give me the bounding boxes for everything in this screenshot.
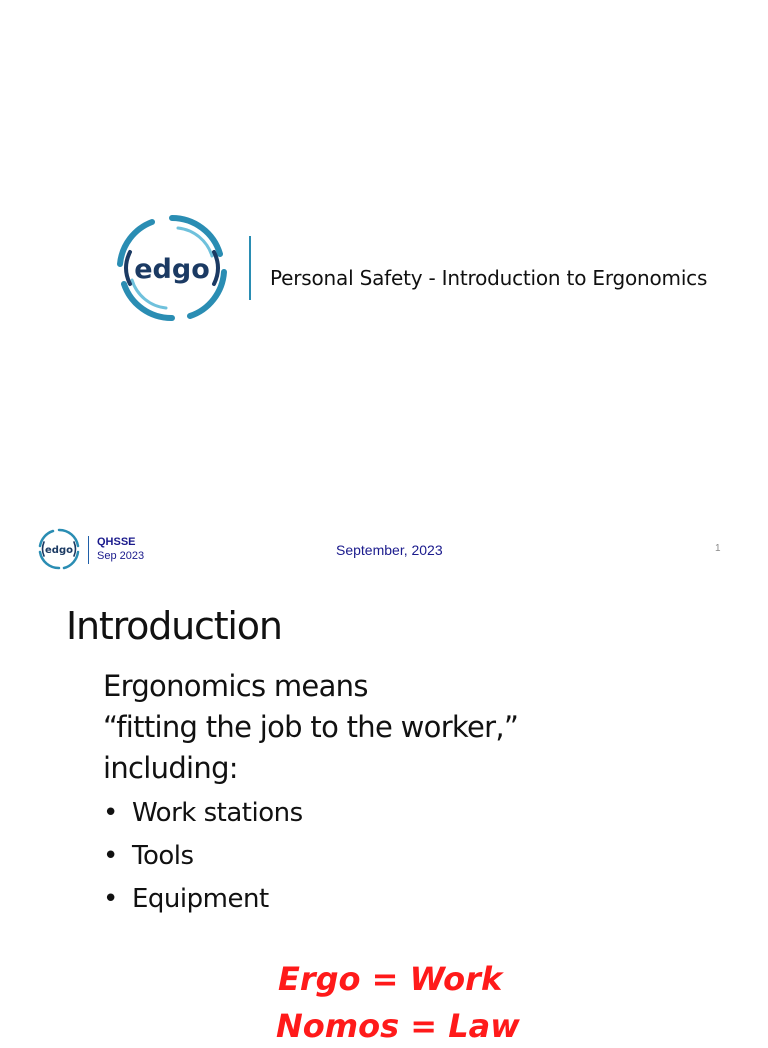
bullet-icon: • bbox=[103, 798, 118, 828]
bullet-text: Work stations bbox=[132, 798, 303, 828]
bullet-icon: • bbox=[103, 841, 118, 871]
bullet-text: Tools bbox=[132, 841, 194, 871]
edgo-logo-icon bbox=[112, 212, 232, 324]
edgo-logo-small-icon bbox=[38, 528, 80, 570]
intro-line: including: bbox=[103, 751, 238, 785]
page-number: 1 bbox=[715, 543, 721, 554]
header-divider bbox=[88, 536, 89, 564]
title-divider bbox=[249, 236, 251, 300]
bullet-item bbox=[103, 880, 303, 923]
intro-line: “fitting the job to the worker,” bbox=[103, 710, 519, 744]
department-date: Sep 2023 bbox=[97, 550, 145, 562]
bullet-text: Equipment bbox=[132, 884, 269, 914]
intro-paragraph bbox=[103, 666, 518, 789]
title-slide bbox=[0, 0, 768, 500]
department-label: QHSSE bbox=[97, 536, 136, 548]
emphasis-text-next: Nomos = Law bbox=[276, 1007, 520, 1045]
slide-title: Personal Safety - Introduction to Ergonomics bbox=[270, 266, 708, 290]
intro-line: Ergonomics means bbox=[103, 669, 368, 703]
bullet-icon: • bbox=[103, 884, 118, 914]
section-heading: Introduction bbox=[66, 604, 282, 648]
emphasis-text: Ergo = Work bbox=[278, 960, 503, 998]
bullet-list bbox=[103, 794, 303, 923]
bullet-item bbox=[103, 837, 303, 880]
bullet-item bbox=[103, 794, 303, 837]
logo-wordmark: edgo bbox=[134, 254, 210, 285]
logo-small-wordmark: edgo bbox=[45, 545, 73, 556]
header-date: September, 2023 bbox=[336, 542, 443, 558]
